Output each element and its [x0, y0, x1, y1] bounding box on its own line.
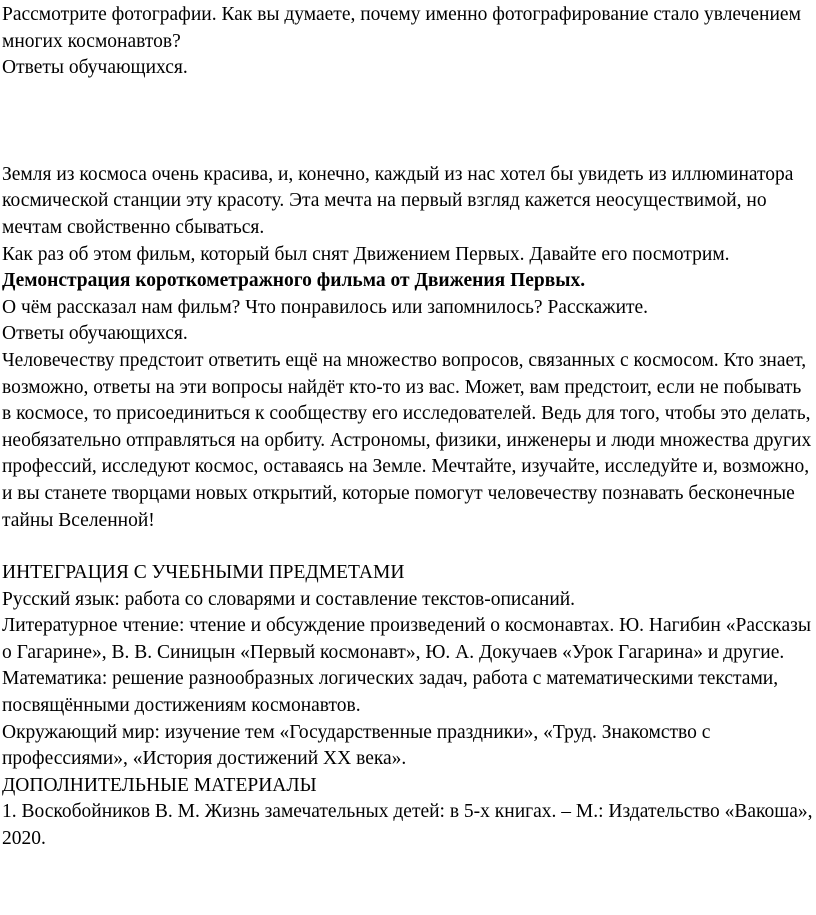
student-answers-note: Ответы обучающихся. — [2, 57, 188, 79]
student-answers-note-2: Ответы обучающихся. — [2, 323, 188, 345]
literature-item: Литературное чтение: чтение и обсуждение произведений о космонавтах. Ю. Нагибин «Рассказы о Гагарине», В. В. Синицын «Первый космонавт», Ю. А. Докучаев «Урок Гагарина» и другие. — [2, 615, 811, 663]
film-demo-heading: Демонстрация короткометражного фильма от Движения Первых. — [2, 270, 586, 292]
world-around-item: Окружающий мир: изучение тем «Государственные праздники», «Труд. Знакомство с профессиями», «История достижений ХХ века». — [2, 721, 711, 770]
reference-item-1: 1. Воскобойников В. М. Жизнь замечательных детей: в 5-х книгах. – М.: Издательство «Вакоша», 2020. — [2, 801, 813, 850]
blank-line — [2, 534, 814, 560]
additional-materials-heading: ДОПОЛНИТЕЛЬНЫЕ МАТЕРИАЛЫ — [2, 774, 317, 796]
closing-paragraph: Человечеству предстоит ответить ещё на множество вопросов, связанных с космосом. Кто знает, возможно, ответы на эти вопросы найдёт кто-то из вас. Может, вам предстоит, если не побывать в космосе, то присоединиться к сообществу его исследователей. Ведь для того, чтобы это делать, необязательно отправляться на орбиту. Астрономы, физики, инженеры и люди множества других профессий, исследуют космос, оставаясь на Земле. Мечтайте, изучайте, исследуйте и, возможно, и вы станете творцами новых открытий, которые помогут человечеству познавать бесконечные тайны Вселенной! — [2, 349, 812, 531]
math-item: Математика: решение разнообразных логических задач, работа с математическими текстами, посвящёнными достижениям космонавтов. — [2, 668, 779, 717]
question-paragraph: Рассмотрите фотографии. Как вы думаете, почему именно фотографирование стало увлечением многих космонавтов? — [2, 4, 801, 52]
blank-space — [2, 82, 814, 162]
integration-heading: ИНТЕГРАЦИЯ С УЧЕБНЫМИ ПРЕДМЕТАМИ — [2, 562, 405, 584]
film-intro-paragraph: Как раз об этом фильм, который был снят Движением Первых. Давайте его посмотрим. — [2, 243, 730, 265]
russian-language-item: Русский язык: работа со словарями и составление текстов-описаний. — [2, 588, 576, 610]
film-discussion-question: О чём рассказал нам фильм? Что понравилось или запомнилось? Расскажите. — [2, 296, 649, 318]
earth-beauty-paragraph: Земля из космоса очень красива, и, конечно, каждый из нас хотел бы увидеть из иллюминатора космической станции эту красоту. Эта мечта на первый взгляд кажется неосуществимой, но мечтам свойственно сбываться. — [2, 163, 794, 238]
